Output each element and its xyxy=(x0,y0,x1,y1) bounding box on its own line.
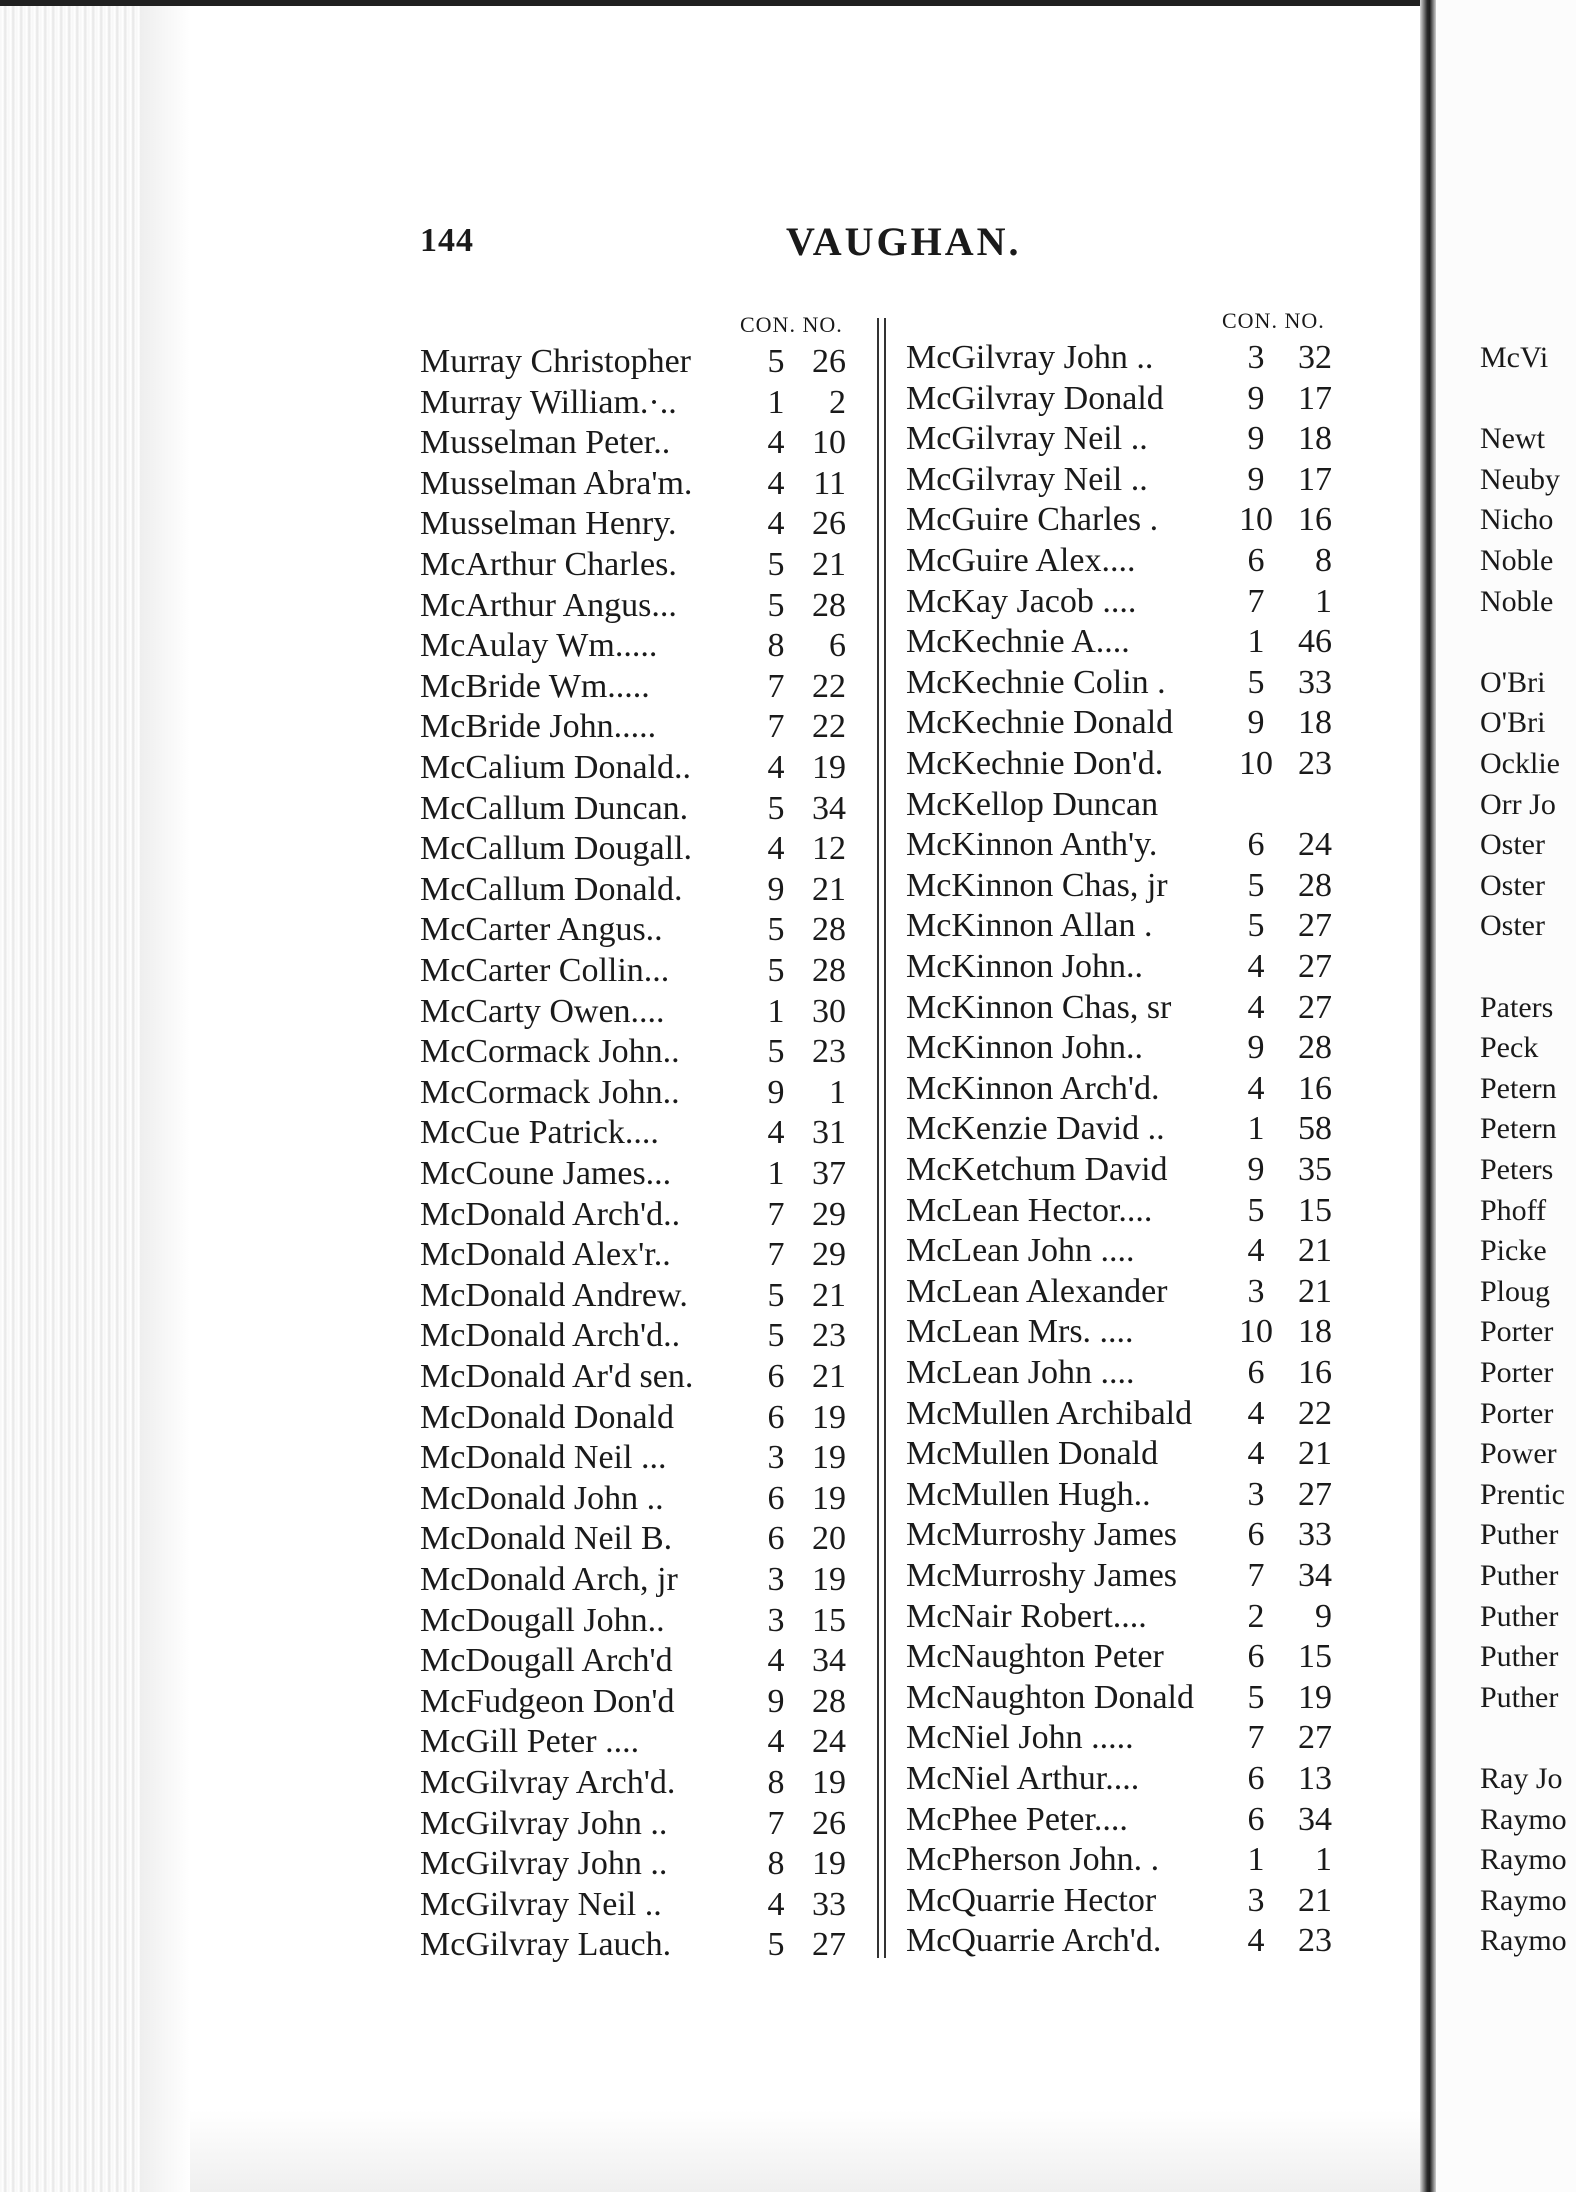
entry-name: McQuarrie Hector xyxy=(906,1881,1157,1919)
partial-entry: Ploug xyxy=(1480,1274,1551,1308)
entry-name: McMullen Hugh.. xyxy=(906,1475,1151,1513)
column2-header: CON. NO. xyxy=(1222,308,1325,333)
entry-concession: 6 xyxy=(767,1520,785,1558)
entry-concession: 5 xyxy=(767,1276,785,1314)
entry-concession: 4 xyxy=(767,505,785,543)
partial-entry: Petern xyxy=(1480,1071,1557,1105)
entry-lot-number: 19 xyxy=(812,1561,846,1598)
entry-lot-number: 18 xyxy=(1298,1313,1332,1351)
entry-lot-number: 28 xyxy=(812,911,846,949)
partial-entry: Picke xyxy=(1480,1234,1547,1268)
entry-concession: 9 xyxy=(1247,420,1265,458)
entry-lot-number: 21 xyxy=(812,1358,846,1395)
entry-concession: 5 xyxy=(767,1317,785,1355)
entry-concession: 4 xyxy=(767,464,785,502)
entry-lot-number: 21 xyxy=(1298,1272,1332,1310)
top-border xyxy=(0,0,1430,6)
entry-lot-number: 27 xyxy=(1298,907,1332,945)
column-rule-left xyxy=(877,318,879,1958)
entry-lot-number: 22 xyxy=(1298,1394,1332,1432)
entry-lot-number: 1 xyxy=(1315,582,1332,620)
entry-concession: 4 xyxy=(1247,1394,1265,1432)
entry-name: McGilvray Neil .. xyxy=(420,1885,662,1923)
entry-name: McBride John..... xyxy=(420,708,657,746)
entry-concession: 5 xyxy=(1247,866,1265,904)
entry-concession: 8 xyxy=(767,1845,785,1883)
partial-entry: Oster xyxy=(1480,909,1545,943)
entry-concession: 4 xyxy=(767,830,785,868)
partial-entry: Oster xyxy=(1480,868,1545,902)
entry-name: McDougall John.. xyxy=(420,1601,665,1639)
entry-name: McCoune James... xyxy=(420,1155,672,1192)
entry-concession: 3 xyxy=(1247,1475,1265,1513)
entry-lot-number: 23 xyxy=(812,1033,846,1071)
partial-entry: Orr Jo xyxy=(1480,787,1556,821)
entry-concession: 9 xyxy=(767,1073,785,1111)
partial-entry: Puther xyxy=(1480,1680,1559,1714)
entry-concession: 4 xyxy=(767,1723,785,1761)
entry-lot-number: 16 xyxy=(1298,1354,1332,1391)
entry-name: Musselman Abra'm. xyxy=(420,464,693,502)
entry-name: McCormack John.. xyxy=(420,1033,680,1071)
partial-entry: Paters xyxy=(1480,990,1554,1024)
entry-lot-number: 37 xyxy=(812,1155,846,1192)
entry-lot-number: 33 xyxy=(1298,1516,1332,1554)
entry-name: McKenzie David .. xyxy=(906,1110,1165,1148)
entry-concession: 9 xyxy=(1247,460,1265,498)
entry-lot-number: 19 xyxy=(1298,1678,1332,1716)
entry-lot-number: 16 xyxy=(1298,1069,1332,1107)
entry-name: McKinnon Allan . xyxy=(906,907,1153,945)
entry-concession: 1 xyxy=(767,992,785,1030)
entry-lot-number: 22 xyxy=(812,667,846,705)
entry-concession: 4 xyxy=(1247,948,1265,985)
entry-name: McKinnon John.. xyxy=(906,948,1144,985)
entry-name: McLean Alexander xyxy=(906,1272,1168,1310)
entry-concession: 1 xyxy=(767,1155,785,1192)
entry-concession: 8 xyxy=(767,1764,785,1801)
entry-lot-number: 34 xyxy=(1298,1800,1332,1838)
entry-lot-number: 27 xyxy=(1298,948,1332,985)
entry-name: McKinnon Chas, sr xyxy=(906,988,1172,1026)
entry-lot-number: 17 xyxy=(1298,460,1332,498)
entry-lot-number: 28 xyxy=(812,1682,846,1720)
entry-concession: 1 xyxy=(1247,623,1265,661)
entry-name: McGill Peter .... xyxy=(420,1723,640,1761)
entry-lot-number: 16 xyxy=(1298,501,1332,539)
entry-name: McMurroshy James xyxy=(906,1557,1178,1594)
entry-concession: 3 xyxy=(767,1439,785,1477)
entry-lot-number: 35 xyxy=(1298,1151,1332,1188)
entry-lot-number: 2 xyxy=(829,383,846,421)
entry-name: McCarty Owen.... xyxy=(420,992,665,1030)
entry-name: McGilvray Arch'd. xyxy=(420,1764,676,1801)
partial-entry: Porter xyxy=(1480,1396,1554,1430)
entry-concession: 10 xyxy=(1239,745,1273,782)
entry-name: McKinnon John.. xyxy=(906,1029,1144,1067)
entry-lot-number: 28 xyxy=(812,586,846,624)
entry-name: McDonald Andrew. xyxy=(420,1276,688,1314)
entry-name: McDonald John .. xyxy=(420,1479,664,1517)
partial-entry: McVi xyxy=(1480,341,1549,374)
entry-name: McGilvray John .. xyxy=(906,339,1154,376)
column1-header: CON. NO. xyxy=(740,312,843,337)
entry-lot-number: 32 xyxy=(1298,339,1332,376)
entry-lot-number: 27 xyxy=(1298,988,1332,1026)
entry-lot-number: 34 xyxy=(1298,1557,1332,1594)
entry-concession: 3 xyxy=(1247,339,1265,376)
entry-name: McGilvray Donald xyxy=(906,379,1164,417)
partial-entry: Newt xyxy=(1480,422,1545,456)
partial-entry: Raymo xyxy=(1480,1883,1567,1917)
entry-lot-number: 26 xyxy=(812,505,846,543)
entry-name: McPhee Peter.... xyxy=(906,1800,1128,1838)
entry-concession: 6 xyxy=(767,1479,785,1517)
entry-concession: 5 xyxy=(767,343,785,380)
entry-name: McDonald Neil ... xyxy=(420,1439,667,1477)
partial-entry: Noble xyxy=(1480,544,1554,577)
entry-name: McDonald Donald xyxy=(420,1398,675,1436)
entry-lot-number: 31 xyxy=(812,1114,846,1152)
entry-name: McDonald Arch'd.. xyxy=(420,1195,681,1233)
entry-name: McKinnon Arch'd. xyxy=(906,1069,1160,1107)
entry-lot-number: 26 xyxy=(812,1804,846,1842)
page-edge-stack xyxy=(0,0,140,2192)
entry-lot-number: 17 xyxy=(1298,379,1332,417)
entry-name: McKechnie Don'd. xyxy=(906,745,1164,782)
entry-lot-number: 46 xyxy=(1298,623,1332,661)
entry-name: McKinnon Chas, jr xyxy=(906,866,1168,904)
entry-name: McKinnon Anth'y. xyxy=(906,826,1158,864)
entry-name: McMullen Donald xyxy=(906,1435,1159,1473)
entry-concession: 5 xyxy=(767,586,785,624)
entry-name: McGilvray Neil .. xyxy=(906,460,1148,498)
entry-lot-number: 18 xyxy=(1298,420,1332,458)
entry-name: McAulay Wm..... xyxy=(420,627,658,665)
entry-concession: 1 xyxy=(1247,1841,1265,1879)
partial-entry: Neuby xyxy=(1480,462,1560,496)
entry-lot-number: 19 xyxy=(812,1398,846,1436)
entry-lot-number: 19 xyxy=(812,749,846,786)
entry-concession: 4 xyxy=(1247,1435,1265,1473)
entry-lot-number: 19 xyxy=(812,1439,846,1477)
entry-lot-number: 23 xyxy=(1298,1922,1332,1960)
entry-concession: 10 xyxy=(1239,1313,1273,1351)
entry-concession: 4 xyxy=(767,749,785,786)
entry-concession: 6 xyxy=(767,1398,785,1436)
entry-concession: 5 xyxy=(767,789,785,827)
entry-concession: 5 xyxy=(767,1926,785,1964)
partial-entry: Prentic xyxy=(1480,1477,1565,1511)
entry-lot-number: 15 xyxy=(1298,1638,1332,1676)
column-rule-left-inner xyxy=(884,318,886,1958)
entry-name: McPherson John. . xyxy=(906,1841,1160,1879)
entry-lot-number: 15 xyxy=(812,1601,846,1639)
entry-concession: 7 xyxy=(767,1804,785,1842)
partial-entry: Phoff xyxy=(1480,1193,1547,1227)
entry-concession: 7 xyxy=(767,708,785,746)
entry-lot-number: 26 xyxy=(812,343,846,380)
entry-concession: 3 xyxy=(767,1561,785,1598)
entry-concession: 2 xyxy=(1247,1597,1265,1635)
partial-entry: O'Bri xyxy=(1480,706,1546,740)
entry-lot-number: 18 xyxy=(1298,704,1332,742)
entry-concession: 4 xyxy=(1247,1232,1265,1270)
entry-concession: 9 xyxy=(1247,1029,1265,1067)
entry-name: McGilvray John .. xyxy=(420,1845,668,1883)
entry-name: McNiel Arthur.... xyxy=(906,1760,1140,1797)
entry-concession: 7 xyxy=(767,1195,785,1233)
entry-concession: 7 xyxy=(1247,1557,1265,1594)
entry-lot-number: 33 xyxy=(1298,663,1332,701)
entry-name: McGuire Charles . xyxy=(906,501,1159,539)
entry-name: McCarter Angus.. xyxy=(420,911,663,949)
entry-concession: 4 xyxy=(767,1885,785,1923)
entry-lot-number: 19 xyxy=(812,1764,846,1801)
entry-concession: 3 xyxy=(1247,1272,1265,1310)
entry-name: McQuarrie Arch'd. xyxy=(906,1922,1162,1960)
entry-concession: 7 xyxy=(767,1236,785,1274)
entry-concession: 5 xyxy=(1247,663,1265,701)
partial-entry: Raymo xyxy=(1480,1924,1567,1958)
entry-concession: 4 xyxy=(1247,988,1265,1026)
entry-lot-number: 21 xyxy=(812,546,846,583)
entry-lot-number: 8 xyxy=(1315,542,1332,579)
entry-concession: 3 xyxy=(767,1601,785,1639)
entry-name: McMurroshy James xyxy=(906,1516,1178,1554)
entry-lot-number: 1 xyxy=(1315,1841,1332,1879)
entry-lot-number: 21 xyxy=(1298,1881,1332,1919)
entry-lot-number: 15 xyxy=(1298,1191,1332,1229)
entry-concession: 4 xyxy=(1247,1922,1265,1960)
entry-concession: 6 xyxy=(1247,1760,1265,1797)
entry-name: McCormack John.. xyxy=(420,1073,680,1111)
entry-name: McDonald Neil B. xyxy=(420,1520,673,1558)
partial-entry: Porter xyxy=(1480,1315,1554,1349)
partial-entry: O'Bri xyxy=(1480,665,1546,699)
entry-concession: 7 xyxy=(1247,582,1265,620)
entry-name: McGilvray Lauch. xyxy=(420,1926,672,1964)
entry-name: McGilvray John .. xyxy=(420,1804,668,1842)
entry-name: McLean John .... xyxy=(906,1232,1135,1270)
entry-lot-number: 23 xyxy=(1298,745,1332,782)
partial-entry: Ocklie xyxy=(1480,747,1560,780)
entry-concession: 9 xyxy=(1247,1151,1265,1188)
entry-lot-number: 33 xyxy=(812,1885,846,1923)
entry-name: McCarter Collin... xyxy=(420,952,670,989)
entry-lot-number: 21 xyxy=(812,870,846,908)
entry-concession: 7 xyxy=(1247,1719,1265,1757)
book-spine xyxy=(1420,0,1436,2192)
entry-lot-number: 24 xyxy=(1298,826,1332,864)
entry-lot-number: 9 xyxy=(1315,1597,1332,1635)
page-edge-shadow xyxy=(140,0,190,2192)
entry-name: McDonald Arch, jr xyxy=(420,1561,678,1598)
entry-lot-number: 29 xyxy=(812,1236,846,1274)
entry-concession: 6 xyxy=(1247,826,1265,864)
entry-name: McCallum Duncan. xyxy=(420,789,689,827)
entry-name: McNiel John ..... xyxy=(906,1719,1134,1757)
entry-lot-number: 23 xyxy=(812,1317,846,1355)
entry-name: McKechnie A.... xyxy=(906,623,1130,661)
entry-name: McLean Hector.... xyxy=(906,1191,1153,1229)
entry-lot-number: 21 xyxy=(812,1276,846,1314)
entry-concession: 5 xyxy=(1247,1191,1265,1229)
entry-concession: 1 xyxy=(1247,1110,1265,1148)
entry-lot-number: 22 xyxy=(812,708,846,746)
partial-entry: Raymo xyxy=(1480,1802,1567,1836)
entry-name: McLean Mrs. .... xyxy=(906,1313,1134,1351)
partial-entry: Oster xyxy=(1480,828,1545,862)
entry-concession: 9 xyxy=(767,1682,785,1720)
entry-name: McDonald Ar'd sen. xyxy=(420,1358,694,1395)
entry-name: McKay Jacob .... xyxy=(906,582,1137,620)
entry-name: McDonald Arch'd.. xyxy=(420,1317,681,1355)
entry-lot-number: 6 xyxy=(829,627,846,665)
entry-lot-number: 21 xyxy=(1298,1232,1332,1270)
page-number: 144 xyxy=(420,222,474,259)
entry-lot-number: 19 xyxy=(812,1479,846,1517)
entry-concession: 8 xyxy=(767,627,785,665)
entry-concession: 7 xyxy=(767,667,785,705)
entry-concession: 9 xyxy=(767,870,785,908)
entry-lot-number: 1 xyxy=(829,1073,846,1111)
entry-name: McCallum Dougall. xyxy=(420,830,692,868)
entry-name: McNaughton Donald xyxy=(906,1678,1195,1716)
entry-lot-number: 34 xyxy=(812,789,846,827)
partial-entry: Noble xyxy=(1480,584,1554,618)
entry-name: McKellop Duncan xyxy=(906,785,1159,823)
entry-concession: 5 xyxy=(767,952,785,989)
entry-lot-number: 29 xyxy=(812,1195,846,1233)
entry-lot-number: 24 xyxy=(812,1723,846,1761)
entry-concession: 6 xyxy=(1247,1800,1265,1838)
entry-name: McNair Robert.... xyxy=(906,1597,1147,1635)
entry-lot-number: 21 xyxy=(1298,1435,1332,1473)
entry-concession: 6 xyxy=(1247,1638,1265,1676)
entry-name: McDonald Alex'r.. xyxy=(420,1236,671,1274)
entry-lot-number: 34 xyxy=(812,1642,846,1680)
entry-name: Murray Christopher xyxy=(420,343,692,380)
entry-lot-number: 13 xyxy=(1298,1760,1332,1797)
entry-lot-number: 10 xyxy=(812,424,846,462)
entry-concession: 9 xyxy=(1247,379,1265,417)
entry-concession: 4 xyxy=(767,1114,785,1152)
entry-name: McGilvray Neil .. xyxy=(906,420,1148,458)
partial-entry: Petern xyxy=(1480,1112,1557,1146)
partial-entry: Peck xyxy=(1480,1031,1539,1065)
entry-concession: 5 xyxy=(1247,907,1265,945)
entry-name: McCue Patrick.... xyxy=(420,1114,659,1152)
entry-name: Musselman Henry. xyxy=(420,505,677,543)
entry-lot-number: 28 xyxy=(1298,866,1332,904)
partial-entry: Puther xyxy=(1480,1640,1559,1674)
partial-entry: Peters xyxy=(1480,1153,1554,1186)
entry-concession: 6 xyxy=(767,1358,785,1395)
entry-concession: 9 xyxy=(1247,704,1265,742)
entry-name: McMullen Archibald xyxy=(906,1394,1193,1432)
entry-concession: 4 xyxy=(767,1642,785,1680)
entry-lot-number: 58 xyxy=(1298,1110,1332,1148)
entry-lot-number: 28 xyxy=(812,952,846,989)
entry-concession: 10 xyxy=(1239,501,1273,539)
entry-name: McCalium Donald.. xyxy=(420,749,692,786)
entry-lot-number: 12 xyxy=(812,830,846,868)
entry-lot-number: 27 xyxy=(1298,1719,1332,1757)
entry-name: McBride Wm..... xyxy=(420,667,650,705)
entry-name: Musselman Peter.. xyxy=(420,424,671,462)
bottom-shade xyxy=(190,2110,1420,2192)
entry-name: McCallum Donald. xyxy=(420,870,683,908)
entry-name: McDougall Arch'd xyxy=(420,1642,673,1680)
entry-name: Murray William.·.. xyxy=(420,383,677,421)
entry-name: McKetchum David xyxy=(906,1151,1168,1188)
entry-concession: 6 xyxy=(1247,1354,1265,1391)
partial-entry: Puther xyxy=(1480,1518,1559,1552)
running-head: VAUGHAN. xyxy=(786,219,1022,264)
entry-lot-number: 28 xyxy=(1298,1029,1332,1067)
entry-concession: 1 xyxy=(767,383,785,421)
partial-entry: Porter xyxy=(1480,1356,1554,1389)
entry-name: McKechnie Colin . xyxy=(906,663,1166,701)
entry-name: McNaughton Peter xyxy=(906,1638,1164,1676)
entry-concession: 3 xyxy=(1247,1881,1265,1919)
partial-entry: Ray Jo xyxy=(1480,1762,1563,1795)
entry-name: McKechnie Donald xyxy=(906,704,1174,742)
partial-entry: Nicho xyxy=(1480,503,1554,537)
entry-lot-number: 19 xyxy=(812,1845,846,1883)
entry-name: McFudgeon Don'd xyxy=(420,1682,675,1720)
partial-entry: Raymo xyxy=(1480,1843,1567,1877)
entry-lot-number: 11 xyxy=(813,464,846,502)
partial-entry: Power xyxy=(1480,1437,1557,1471)
entry-name: McGuire Alex.... xyxy=(906,542,1136,579)
entry-name: McArthur Charles. xyxy=(420,546,677,583)
entry-lot-number: 20 xyxy=(812,1520,846,1558)
entry-concession: 5 xyxy=(767,546,785,583)
entry-lot-number: 27 xyxy=(1298,1475,1332,1513)
entry-concession: 5 xyxy=(1247,1678,1265,1716)
partial-entry: Puther xyxy=(1480,1559,1559,1592)
partial-entry: Puther xyxy=(1480,1599,1559,1633)
entry-concession: 6 xyxy=(1247,1516,1265,1554)
entry-concession: 4 xyxy=(1247,1069,1265,1107)
entry-lot-number: 30 xyxy=(812,992,846,1030)
entry-name: McArthur Angus... xyxy=(420,586,677,624)
entry-concession: 4 xyxy=(767,424,785,462)
entry-concession: 6 xyxy=(1247,542,1265,579)
entry-concession: 5 xyxy=(767,1033,785,1071)
entry-name: McLean John .... xyxy=(906,1354,1135,1391)
entry-lot-number: 27 xyxy=(812,1926,846,1964)
entry-concession: 5 xyxy=(767,911,785,949)
